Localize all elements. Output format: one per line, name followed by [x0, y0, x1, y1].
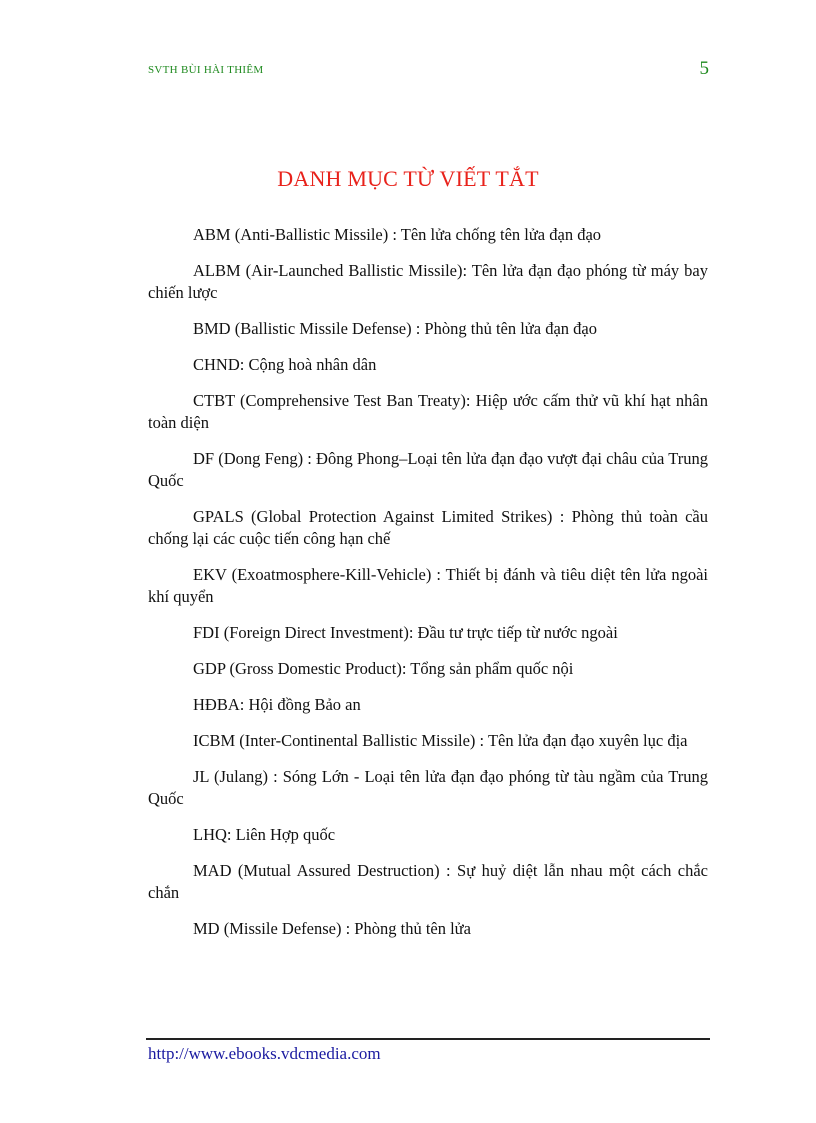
- header-author: SVTH BÙI HÀI THIÊM: [148, 64, 264, 76]
- list-item: GDP (Gross Domestic Product): Tổng sản phẩm quốc nội: [193, 659, 574, 678]
- list-item: CTBT (Comprehensive Test Ban Treaty): Hiệp ước cấm thử vũ khí hạt nhân toàn diện: [148, 391, 708, 432]
- list-item: CHND: Cộng hoà nhân dân: [193, 355, 377, 374]
- list-item: JL (Julang) : Sóng Lớn - Loại tên lửa đạn đạo phóng từ tàu ngầm của Trung Quốc: [148, 767, 708, 808]
- page-title: DANH MỤC TỪ VIẾT TẮT: [277, 166, 539, 191]
- list-item: MAD (Mutual Assured Destruction) : Sự huỷ diệt lẫn nhau một cách chắc chắn: [148, 861, 708, 902]
- list-item: FDI (Foreign Direct Investment): Đầu tư trực tiếp từ nước ngoài: [193, 623, 618, 642]
- page-number: 5: [699, 58, 709, 79]
- footer-divider: [146, 1038, 710, 1040]
- list-item: HĐBA: Hội đồng Bảo an: [193, 695, 361, 714]
- list-item: DF (Dong Feng) : Đông Phong–Loại tên lửa đạn đạo vượt đại châu của Trung Quốc: [148, 449, 708, 490]
- list-item: LHQ: Liên Hợp quốc: [193, 825, 336, 844]
- footer-link[interactable]: http://www.ebooks.vdcmedia.com: [148, 1044, 381, 1063]
- abbreviation-list: [148, 224, 708, 954]
- list-item: ALBM (Air-Launched Ballistic Missile): Tên lửa đạn đạo phóng từ máy bay chiến lược: [148, 261, 708, 302]
- list-item: MD (Missile Defense) : Phòng thủ tên lửa: [193, 919, 471, 938]
- list-item: ABM (Anti-Ballistic Missile) : Tên lửa chống tên lửa đạn đạo: [193, 225, 602, 244]
- list-item: GPALS (Global Protection Against Limited Strikes) : Phòng thủ toàn cầu chống lại các cuộc tiến công hạn chế: [148, 507, 708, 548]
- list-item: ICBM (Inter-Continental Ballistic Missile) : Tên lửa đạn đạo xuyên lục địa: [193, 731, 688, 750]
- list-item: BMD (Ballistic Missile Defense) : Phòng thủ tên lửa đạn đạo: [193, 319, 597, 338]
- list-item: EKV (Exoatmosphere-Kill-Vehicle) : Thiết bị đánh và tiêu diệt tên lửa ngoài khí quyển: [148, 565, 708, 606]
